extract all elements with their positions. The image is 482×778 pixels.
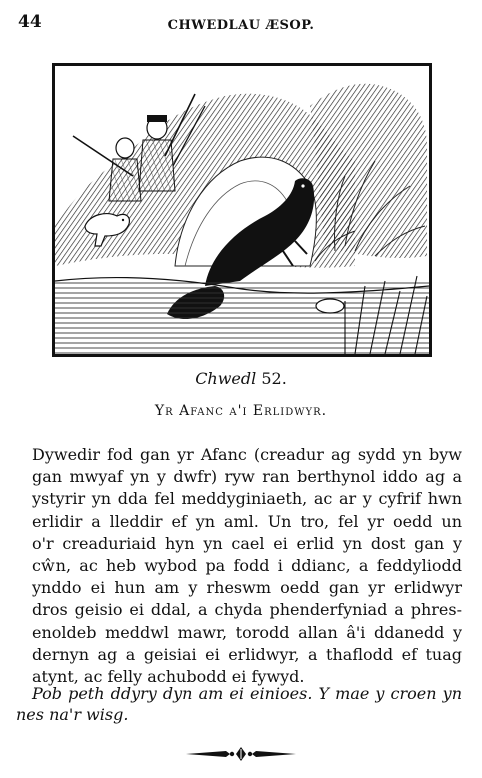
fable-moral [16, 683, 462, 725]
beaver-hunt-engraving [55, 66, 429, 354]
moral-line: nes na'r wisg. [16, 705, 129, 724]
fable-caption [0, 369, 482, 388]
body-line: erlidir a lleddir ef yn aml. Un tro, fel yr oedd un [32, 511, 462, 531]
body-line: enoldeb meddwl mawr, torodd allan â'i ddanedd y [32, 622, 462, 642]
body-line: dros geisio ei ddal, a chyda phenderfyniad a phres- [32, 600, 462, 620]
woodcut-illustration [52, 63, 432, 357]
body-line: cŵn, ac heb wybod pa fodd i ddianc, a feddyliodd [32, 556, 462, 576]
body-line: o'r creaduriaid hyn yn cael ei erlid yn dost gan y [32, 533, 462, 553]
body-line: dernyn ag a geisiai ei erlidwyr, a thaflodd ef tuag [32, 644, 462, 664]
fable-body [32, 444, 462, 688]
body-line: ystyrir yn dda fel meddyginiaeth, ac ar y cyfrif hwn [32, 489, 462, 509]
running-title: CHWEDLAU ÆSOP. [167, 18, 315, 33]
caption-prefix: Chwedl [195, 369, 257, 388]
fable-title: Yr Afanc a'i Erlidwyr. [154, 403, 328, 419]
tailpiece-ornament [186, 746, 296, 762]
body-line: ynddo ei hun am y rheswm oedd gan yr erlidwyr [32, 578, 462, 598]
body-line: atynt, ac felly achubodd ei fywyd. [32, 667, 305, 687]
body-line: gan mwyaf yn y dwfr) ryw ran berthynol iddo ag a [32, 467, 462, 487]
page-number: 44 [18, 12, 42, 32]
body-line: Dywedir fod gan yr Afanc (creadur ag sydd yn byw [32, 445, 462, 464]
moral-line: Pob peth ddyry dyn am ei einioes. Y mae y croen yn [32, 684, 462, 703]
caption-number: 52. [261, 369, 287, 388]
